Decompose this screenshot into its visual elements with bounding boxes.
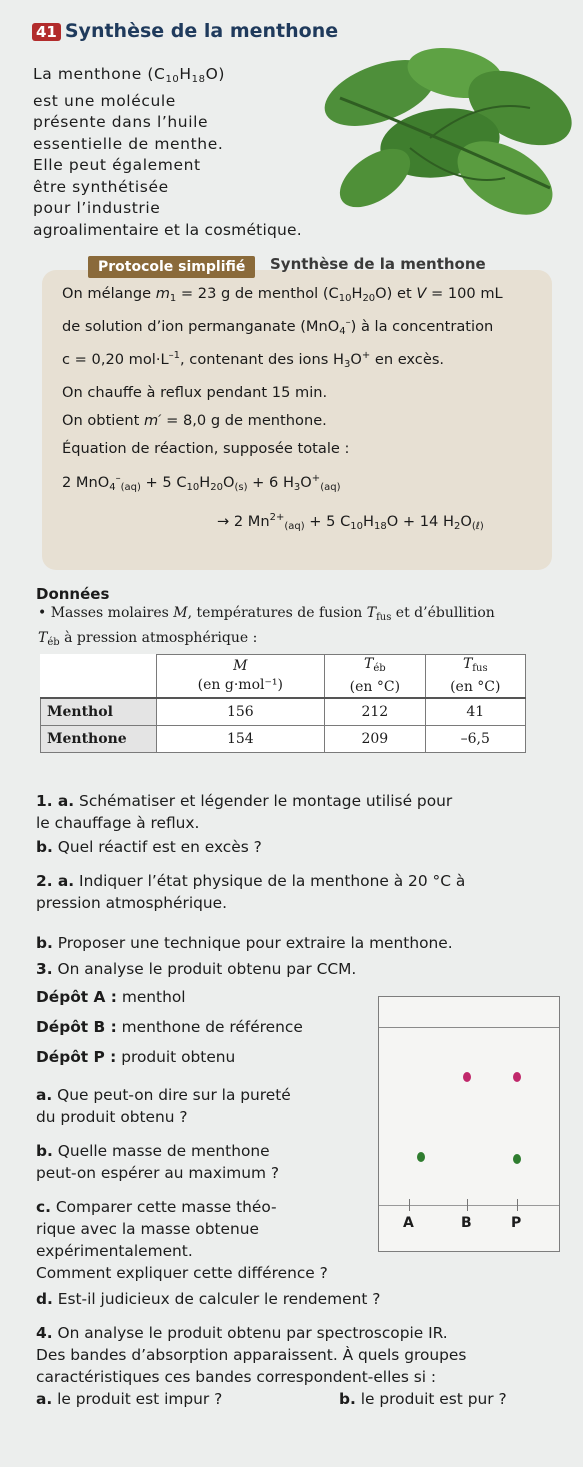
text-fragment: –6,5 [425, 726, 525, 753]
deposit-tick-p [517, 1199, 518, 1211]
text-fragment: 18 [191, 74, 206, 85]
text-fragment: 2. a. [36, 872, 75, 890]
table-header-teb [325, 655, 425, 699]
text-fragment: (en °C) [450, 679, 501, 695]
data-text [38, 603, 558, 653]
text-fragment: 1. a. [36, 792, 75, 810]
text-fragment: rique avec la masse obtenue [36, 1220, 259, 1238]
text-fragment: 2+ [269, 512, 285, 523]
text-fragment: menthone de référence [116, 1018, 303, 1036]
text-fragment: 41 [425, 698, 525, 726]
text-fragment: 20 [362, 293, 376, 304]
text-fragment: 4 [109, 482, 116, 493]
text-fragment: 10 [186, 482, 200, 493]
text-fragment: et d’ébullition [391, 605, 495, 621]
text-fragment: 156 [156, 698, 325, 726]
text-fragment: m′ [143, 412, 162, 429]
text-fragment: Quel réactif est en excès ? [52, 838, 262, 856]
text-fragment: On analyse le produit obtenu par spectroscopie IR. [52, 1324, 448, 1342]
text-fragment: – [115, 473, 121, 484]
data-heading: Données [36, 585, 110, 603]
text-fragment: + 5 C [140, 474, 187, 491]
text-fragment: pression atmosphérique. [36, 894, 227, 912]
text-fragment: c. [36, 1198, 51, 1216]
spot-b-menthone [463, 1072, 471, 1082]
protocol-tab: Protocole simplifié [88, 256, 255, 278]
text-fragment: 209 [325, 726, 425, 753]
text-fragment: présente dans l’huile [33, 113, 209, 131]
text-fragment: O) [205, 65, 226, 83]
deposit-tick-b [467, 1199, 468, 1211]
mint-leaves-image [280, 38, 580, 238]
intro-paragraph [33, 64, 302, 241]
deposit-line [379, 1205, 559, 1206]
text-fragment: H [363, 513, 375, 530]
text-fragment: Dépôt A : [36, 988, 117, 1006]
text-fragment: T [364, 656, 374, 672]
deposits-list [36, 986, 376, 1068]
text-fragment: 4 [339, 326, 346, 337]
text-fragment: Dépôt P : [36, 1048, 117, 1066]
question-1b [36, 836, 566, 858]
text-fragment: (aq) [320, 482, 341, 493]
deposit-label-p: P [511, 1215, 522, 1231]
text-fragment: pour l’industrie [33, 199, 161, 217]
text-fragment: = 100 mL [426, 285, 503, 302]
text-fragment: m [155, 285, 170, 302]
text-fragment: • Masses molaires [38, 605, 174, 621]
table-header-m [156, 655, 325, 699]
text-fragment: Indiquer l’état physique de la menthone à 20 °C à [74, 872, 466, 890]
text-fragment: 212 [325, 698, 425, 726]
text-fragment: M [173, 605, 188, 621]
text-fragment: On chauffe à reflux pendant 15 min. [62, 384, 328, 401]
text-fragment: = 8,0 g de menthone. [161, 412, 327, 429]
text-fragment: à pression atmosphérique : [59, 630, 258, 646]
text-fragment: du produit obtenu ? [36, 1108, 188, 1126]
text-fragment: 20 [210, 482, 223, 493]
question-3b [36, 1140, 376, 1184]
text-fragment: 4. [36, 1324, 53, 1342]
question-1a [36, 790, 566, 834]
text-fragment: Elle peut également [33, 156, 201, 174]
text-fragment: + 5 C [304, 513, 351, 530]
text-fragment: O [460, 513, 472, 530]
equation-reactants [62, 467, 552, 500]
text-fragment: Que peut-on dire sur la pureté [52, 1086, 291, 1104]
deposit-label-a: A [403, 1215, 414, 1231]
text-fragment: 3. [36, 960, 53, 978]
text-fragment: 10 [338, 293, 352, 304]
text-fragment: agroalimentaire et la cosmétique. [33, 220, 302, 239]
text-fragment: 10 [165, 74, 180, 85]
text-fragment: a. [36, 1390, 53, 1408]
text-fragment: On analyse le produit obtenu par CCM. [52, 960, 357, 978]
question-2a [36, 870, 566, 914]
text-fragment: T [366, 605, 377, 621]
text-fragment: H [199, 474, 211, 491]
question-4 [36, 1322, 566, 1410]
exercise-number: 41 [32, 23, 61, 41]
text-fragment: Menthone [41, 726, 157, 753]
text-fragment: produit obtenu [116, 1048, 236, 1066]
text-fragment: 10 [350, 521, 364, 532]
table-header-tfus [425, 655, 525, 699]
text-fragment: + [361, 350, 371, 361]
text-fragment: est une molécule [33, 91, 176, 110]
text-fragment: 2 MnO [62, 474, 110, 491]
question-3c [36, 1196, 376, 1262]
text-fragment: 3 [343, 359, 351, 370]
text-fragment: → 2 Mn [217, 513, 270, 530]
text-fragment: V [416, 285, 427, 302]
solvent-front-line [379, 1027, 559, 1028]
question-3a [36, 1084, 376, 1128]
text-fragment: , contenant des ions H [180, 351, 344, 368]
text-fragment: b. [36, 838, 53, 856]
text-fragment: b. [36, 1142, 53, 1160]
text-fragment: M [233, 658, 248, 674]
text-fragment: fus [472, 663, 488, 674]
text-fragment: (en g·mol⁻¹) [197, 677, 283, 693]
text-fragment: O [300, 474, 312, 491]
text-fragment: (en °C) [349, 679, 401, 695]
text-fragment: La menthone (C [33, 65, 166, 83]
text-fragment: On mélange [62, 285, 156, 302]
text-fragment: Schématiser et légender le montage utilisé pour [74, 792, 453, 810]
text-fragment: 1 [169, 293, 177, 304]
text-fragment: expérimentalement. [36, 1242, 193, 1260]
question-2b [36, 932, 566, 954]
text-fragment: Équation de réaction, supposée totale : [62, 440, 350, 457]
text-fragment: le produit est pur ? [355, 1390, 507, 1408]
text-fragment: + 6 H [247, 474, 294, 491]
text-fragment: 2 [453, 521, 461, 532]
text-fragment: Comparer cette masse théo- [50, 1198, 277, 1216]
text-fragment: éb [47, 637, 60, 648]
text-fragment: O [350, 351, 362, 368]
text-fragment: (ℓ) [471, 521, 484, 532]
text-fragment: – [345, 317, 351, 328]
exercise-title-text: Synthèse de la menthone [64, 20, 339, 42]
text-fragment: éb [373, 663, 386, 674]
text-fragment: b. [339, 1390, 356, 1408]
table-row [41, 698, 526, 726]
text-fragment: ) à la concentration [350, 318, 494, 335]
text-fragment: Quelle masse de menthone [52, 1142, 270, 1160]
text-fragment: caractéristiques ces bandes correspondent-elles si : [36, 1368, 437, 1386]
text-fragment: + [311, 473, 321, 484]
text-fragment: 3 [293, 482, 301, 493]
text-fragment: (s) [234, 482, 248, 493]
text-fragment: b. [36, 934, 53, 952]
spot-a-menthol [417, 1152, 425, 1162]
equation-products [62, 506, 552, 539]
text-fragment: O [223, 474, 235, 491]
table-row [41, 726, 526, 753]
text-fragment: de solution d’ion permanganate (MnO [62, 318, 340, 335]
deposit-label-b: B [461, 1215, 472, 1231]
text-fragment: O) et [375, 285, 417, 302]
text-fragment: d. [36, 1290, 53, 1308]
question-3 [36, 958, 566, 980]
text-fragment: T [38, 630, 48, 646]
text-fragment: O + 14 H [386, 513, 454, 530]
text-fragment: être synthétisée [33, 177, 169, 196]
text-fragment: c = 0,20 mol·L [62, 351, 169, 368]
text-fragment: Menthol [41, 698, 157, 726]
text-fragment: , températures de fusion [187, 605, 367, 621]
data-table [40, 654, 526, 753]
text-fragment: (aq) [120, 482, 141, 493]
table-corner [41, 655, 157, 699]
text-fragment: = 23 g de menthol (C [176, 285, 339, 302]
text-fragment: 18 [374, 521, 387, 532]
text-fragment: le produit est impur ? [52, 1390, 223, 1408]
text-fragment: peut-on espérer au maximum ? [36, 1164, 280, 1182]
text-fragment: Dépôt B : [36, 1018, 117, 1036]
text-fragment: essentielle de menthe. [33, 134, 224, 153]
spot-p-lower [513, 1154, 521, 1164]
text-fragment: H [179, 65, 192, 83]
text-fragment: menthol [116, 988, 186, 1006]
deposit-tick-a [409, 1199, 410, 1211]
protocol-text [62, 282, 552, 539]
question-3c-followup: Comment expliquer cette différence ? [36, 1264, 328, 1282]
text-fragment: Proposer une technique pour extraire la menthone. [52, 934, 453, 952]
text-fragment: –1 [168, 350, 181, 361]
text-fragment: Des bandes d’absorption apparaissent. À quels groupes [36, 1346, 467, 1364]
tlc-plate [378, 996, 560, 1252]
text-fragment: 154 [156, 726, 325, 753]
spot-p-upper [513, 1072, 521, 1082]
text-fragment: a. [36, 1086, 53, 1104]
protocol-heading: Synthèse de la menthone [270, 255, 486, 273]
text-fragment: On obtient [62, 412, 144, 429]
text-fragment: Est-il judicieux de calculer le rendement ? [52, 1290, 381, 1308]
text-fragment: H [351, 285, 363, 302]
text-fragment: fus [376, 612, 392, 623]
text-fragment: le chauffage à reflux. [36, 814, 200, 832]
question-3d [36, 1288, 566, 1310]
text-fragment: en excès. [370, 351, 445, 368]
text-fragment: (aq) [284, 521, 305, 532]
text-fragment: T [462, 656, 473, 672]
